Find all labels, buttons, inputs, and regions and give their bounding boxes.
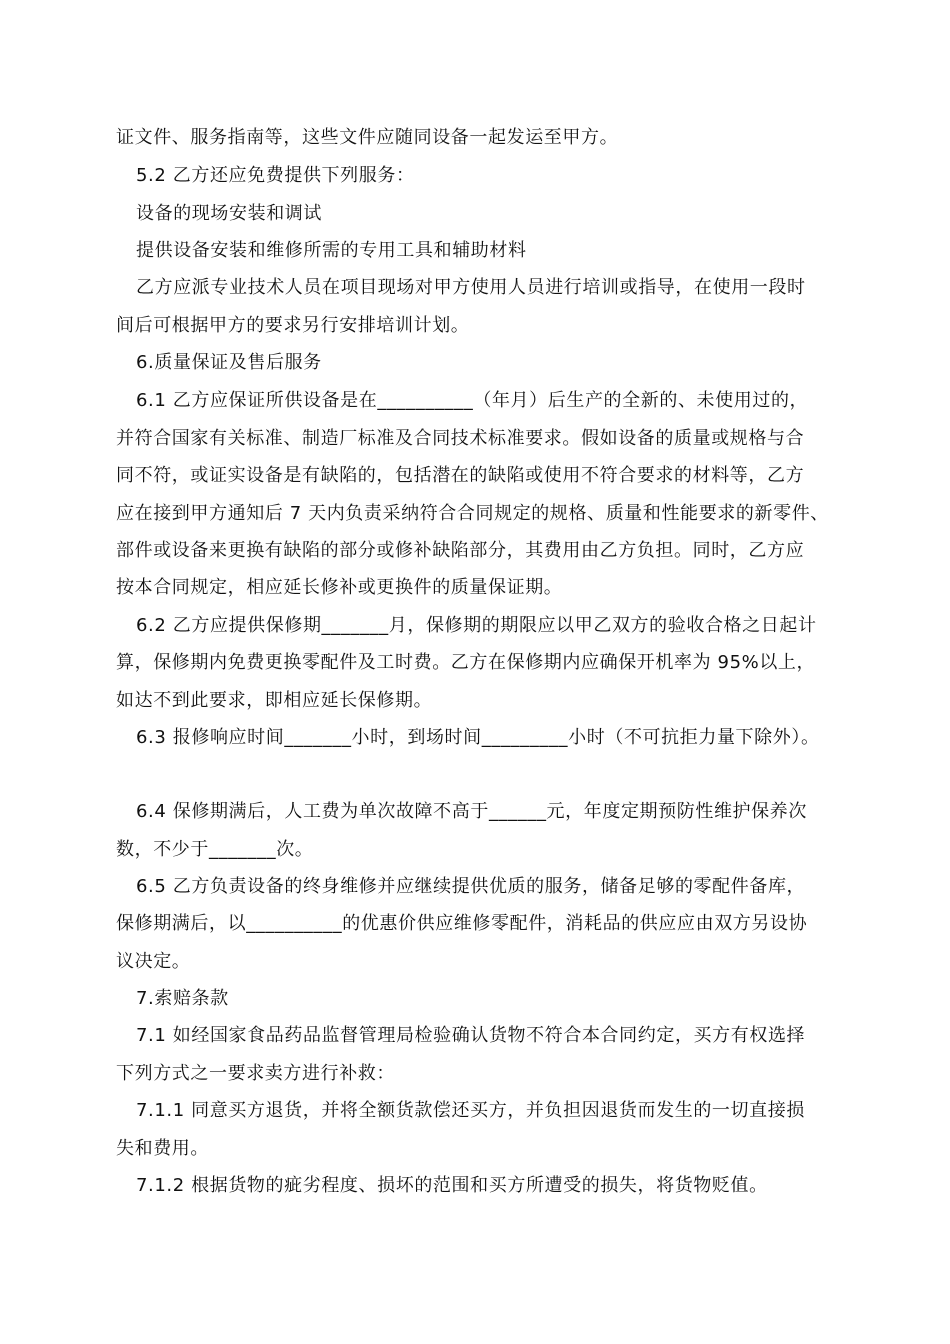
paragraph-line: 6.4 保修期满后，人工费为单次故障不高于______元，年度定期预防性维护保养次 [136,801,807,822]
paragraph-line: 6.1 乙方应保证所供设备是在__________（年月）后生产的全新的、未使用过的， [136,390,809,411]
section-heading: 7.索赔条款 [136,988,229,1009]
paragraph-line: 数，不少于_______次。 [116,839,314,860]
paragraph-line: 同不符，或证实设备是有缺陷的，包括潜在的缺陷或使用不符合要求的材料等，乙方 [116,465,805,486]
paragraph-line: 证文件、服务指南等，这些文件应随同设备一起发运至甲方。 [116,127,619,148]
paragraph-line: 间后可根据甲方的要求另行安排培训计划。 [116,315,470,336]
paragraph-line: 乙方应派专业技术人员在项目现场对甲方使用人员进行培训或指导，在使用一段时 [136,277,806,298]
paragraph-line: 失和费用。 [116,1138,209,1159]
paragraph-line: 并符合国家有关标准、制造厂标准及合同技术标准要求。假如设备的质量或规格与合 [116,428,805,449]
paragraph-line: 议决定。 [116,951,191,972]
paragraph-line: 按本合同规定，相应延长修补或更换件的质量保证期。 [116,577,563,598]
paragraph-line: 保修期满后，以__________的优惠价供应维修零配件，消耗品的供应应由双方另设协 [116,913,808,934]
paragraph-line: 应在接到甲方通知后 7 天内负责采纳符合合同规定的规格、质量和性能要求的新零件、 [116,503,829,524]
paragraph-line: 7.1.2 根据货物的疵劣程度、损坏的范围和买方所遭受的损失，将货物贬值。 [136,1175,768,1196]
paragraph-line: 7.1.1 同意买方退货，并将全额货款偿还买方，并负担因退货而发生的一切直接损 [136,1100,805,1121]
section-heading: 6.质量保证及售后服务 [136,352,322,373]
list-item: 提供设备安装和维修所需的专用工具和辅助材料 [136,240,527,261]
list-item: 设备的现场安装和调试 [136,203,322,224]
paragraph-line: 7.1 如经国家食品药品监督管理局检验确认货物不符合本合同约定，买方有权选择 [136,1025,806,1046]
paragraph-line: 算，保修期内免费更换零配件及工时费。乙方在保修期内应确保开机率为 95%以上， [116,652,816,673]
paragraph-line: 6.3 报修响应时间_______小时，到场时间_________小时（不可抗拒力量下除外）。 [136,727,820,748]
paragraph-line: 下列方式之一要求卖方进行补救： [116,1063,395,1084]
section-heading: 5.2 乙方还应免费提供下列服务： [136,165,415,186]
paragraph-line: 6.2 乙方应提供保修期_______月，保修期的期限应以甲乙双方的验收合格之日起计 [136,615,817,636]
paragraph-line: 6.5 乙方负责设备的终身维修并应继续提供优质的服务，储备足够的零配件备库， [136,876,806,897]
paragraph-line: 如达不到此要求，即相应延长保修期。 [116,690,433,711]
paragraph-line: 部件或设备来更换有缺陷的部分或修补缺陷部分，其费用由乙方负担。同时，乙方应 [116,540,805,561]
